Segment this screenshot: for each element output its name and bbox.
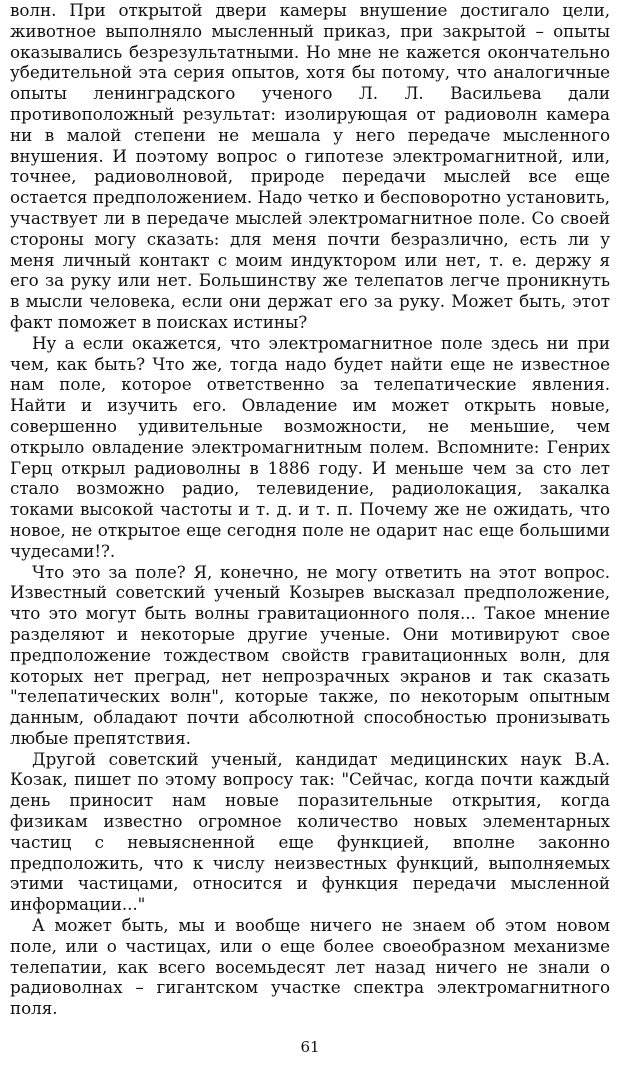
paragraph-1: волн. При открытой двери камеры внушение достигало цели, животное выполняло мысленный приказ, при закрытой – опыты оказывались безрезультатными. Но мне не кажется окончательно убедительной эта серия опытов, хотя бы потому, что аналогичные опыты ленинградского ученого Л. Л. Васильева дали противоположный результат: изолирующая от радиоволн камера ни в малой степени не мешала у него передаче мысленного внушения. И поэтому вопрос о гипотезе электромагнитной, или, точнее, радиоволновой, природе передачи мыслей все еще остается предположением. Надо четко и бесповоротно установить, участвует ли в передаче мыслей электромагнитное поле. Со своей стороны могу сказать: для меня почти безразлично, есть ли у меня личный контакт с моим индуктором или нет, т. е. держу я его за руку или нет. Большинству же телепатов легче проникнуть в мысли человека, если они держат его за руку. Может быть, этот факт поможет в поисках истины? [10, 0, 610, 332]
paragraph-2: Ну а если окажется, что электромагнитное поле здесь ни при чем, как быть? Что же, тогда надо будет найти еще не известное нам поле, которое ответственно за телепатические явления. Найти и изучить его. Овладение им может открыть новые, совершенно удивительные возможности, не меньшие, чем открыло овладение электромагнитным полем. Вспомните: Генрих Герц открыл радиоволны в 1886 году. И меньше чем за сто лет стало возможно радио, телевидение, радиолокация, закалка токами высокой частоты и т. д. и т. п. Почему же не ожидать, что новое, не открытое еще сегодня поле не одарит нас еще большими чудесами!?. [10, 332, 610, 561]
book-page [10, 0, 610, 1069]
body-text [10, 0, 610, 1019]
paragraph-5: А может быть, мы и вообще ничего не знаем об этом новом поле, или о частицах, или о еще более своеобразном механизме телепатии, как всего восемьдесят лет назад ничего не знали о радиоволнах – гигантском участке спектра электромагнитного поля. [10, 915, 610, 1019]
paragraph-4: Другой советский ученый, кандидат медицинских наук В.А. Козак, пишет по этому вопросу так: "Сейчас, когда почти каждый день приносит нам новые поразительные открытия, когда физикам известно огромное количество новых элементарных частиц с невыясненной еще функцией, вполне законно предположить, что к числу неизвестных функций, выполняемых этими частицами, относится и функция передачи мысленной информации..." [10, 748, 610, 915]
paragraph-3: Что это за поле? Я, конечно, не могу ответить на этот вопрос. Известный советский ученый Козырев высказал предположение, что это могут быть волны гравитационного поля... Такое мнение разделяют и некоторые другие ученые. Они мотивируют свое предположение тождеством свойств гравитационных волн, для которых нет преград, нет непрозрачных экранов и так сказать "телепатических волн", которые также, по некоторым опытным данным, обладают почти абсолютной способностью пронизывать любые препятствия. [10, 561, 610, 748]
page-number: 61 [300, 1038, 320, 1056]
